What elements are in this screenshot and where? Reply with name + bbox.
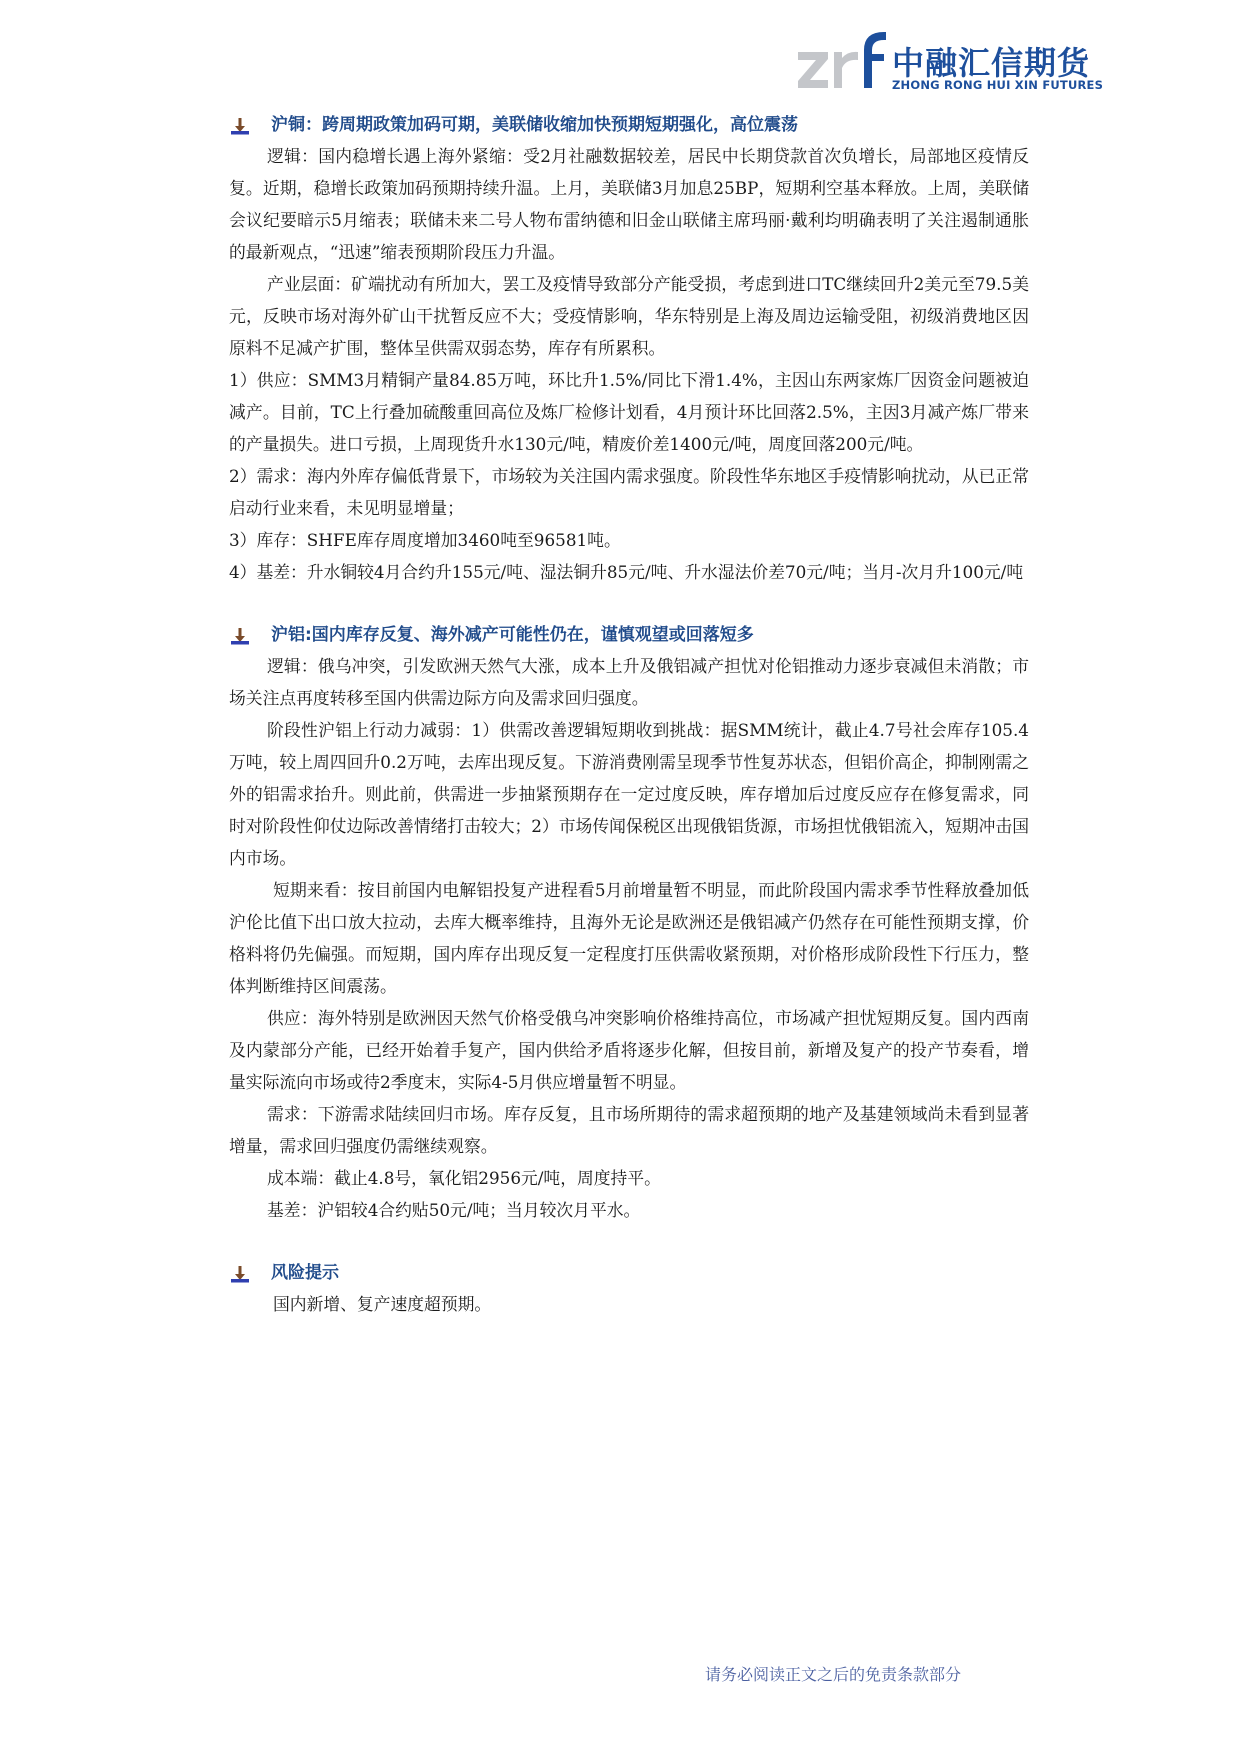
paragraph-short-term: 短期来看：按目前国内电解铝投复产进程看5月前增量暂不明显，而此阶段国内需求季节性释放叠加低沪伦比值下出口放大拉动，去库大概率维持，且海外无论是欧洲还是俄铝减产仍然存在可能性预期支撑，价格料将仍先偏强。而短期，国内库存出现反复一定程度打压供需收紧预期，对价格形成阶段性下行压力，整体判断维持区间震荡。: [229, 880, 1029, 996]
pin-bullet-icon: [231, 627, 249, 645]
paragraph-basis: 基差：沪铝较4合约贴50元/吨；当月较次月平水。: [267, 1200, 641, 1220]
section-heading: 沪铜：跨周期政策加码可期，美联储收缩加快预期短期强化，高位震荡: [229, 110, 1029, 140]
company-name-cn: 中融汇信期货: [892, 44, 1091, 82]
paragraph-risk: 国内新增、复产速度超预期。: [273, 1294, 492, 1314]
company-logo: [796, 26, 1104, 96]
section-risk: [229, 1258, 1029, 1320]
pin-bullet-icon: [231, 1265, 249, 1283]
report-body: [229, 110, 1029, 1352]
paragraph-demand: 2）需求：海内外库存偏低背景下，市场较为关注国内需求强度。阶段性华东地区手疫情影响扰动，从已正常启动行业来看，未见明显增量；: [229, 466, 1029, 518]
section-heading: 风险提示: [229, 1258, 1029, 1288]
company-name-en: ZHONG RONG HUI XIN FUTURES: [892, 78, 1104, 92]
section-aluminium: [229, 620, 1029, 1226]
pin-bullet-icon: [231, 117, 249, 135]
paragraph-logic: 逻辑：俄乌冲突，引发欧洲天然气大涨，成本上升及俄铝减产担忧对伦铝推动力逐步衰减但未消散；市场关注点再度转移至国内供需边际方向及需求回归强度。: [229, 656, 1029, 708]
paragraph-inventory: 3）库存：SHFE库存周度增加3460吨至96581吨。: [229, 530, 621, 550]
section-copper: [229, 110, 1029, 588]
paragraph-supply: 1）供应：SMM3月精铜产量84.85万吨，环比升1.5%/同比下滑1.4%，主因山东两家炼厂因资金问题被迫减产。目前，TC上行叠加硫酸重回高位及炼厂检修计划看，4月预计环比回落2.5%，主因3月减产炼厂带来的产量损失。进口亏损，上周现货升水130元/吨，精废价差1400元/吨，周度回落200元/吨。: [229, 370, 1029, 454]
section-heading: 沪铝:国内库存反复、海外减产可能性仍在，谨慎观望或回落短多: [229, 620, 1029, 650]
paragraph-demand: 需求：下游需求陆续回归市场。库存反复，且市场所期待的需求超预期的地产及基建领域尚未看到显著增量，需求回归强度仍需继续观察。: [229, 1104, 1029, 1156]
paragraph-cost: 成本端：截止4.8号，氧化铝2956元/吨，周度持平。: [267, 1168, 661, 1188]
paragraph-industry: 产业层面：矿端扰动有所加大，罢工及疫情导致部分产能受损，考虑到进口TC继续回升2美元至79.5美元，反映市场对海外矿山干扰暂反应不大；受疫情影响，华东特别是上海及周边运输受阻，初级消费地区因原料不足减产扩围，整体呈供需双弱态势，库存有所累积。: [229, 274, 1029, 358]
paragraph-supply: 供应：海外特别是欧洲因天然气价格受俄乌冲突影响价格维持高位，市场减产担忧短期反复。国内西南及内蒙部分产能，已经开始着手复产，国内供给矛盾将逐步化解，但按目前，新增及复产的投产节奏看，增量实际流向市场或待2季度末，实际4-5月供应增量暂不明显。: [229, 1008, 1029, 1092]
paragraph-drivers: 阶段性沪铝上行动力减弱：1）供需改善逻辑短期收到挑战：据SMM统计，截止4.7号社会库存105.4万吨，较上周四回升0.2万吨，去库出现反复。下游消费刚需呈现季节性复苏状态，但铝价高企，抑制刚需之外的铝需求抬升。则此前，供需进一步抽紧预期存在一定过度反映，库存增加后过度反应存在修复需求，同时对阶段性仰仗边际改善情绪打击较大；2）市场传闻保税区出现俄铝货源，市场担忧俄铝流入，短期冲击国内市场。: [229, 720, 1029, 868]
zrf-logo-mark-icon: [796, 28, 888, 92]
paragraph-logic: 逻辑：国内稳增长遇上海外紧缩：受2月社融数据较差，居民中长期贷款首次负增长，局部地区疫情反复。近期，稳增长政策加码预期持续升温。上月，美联储3月加息25BP，短期利空基本释放。上周，美联储会议纪要暗示5月缩表；联储未来二号人物布雷纳德和旧金山联储主席玛丽·戴利均明确表明了关注遏制通胀的最新观点，“迅速”缩表预期阶段压力升温。: [229, 146, 1029, 262]
disclaimer-footer: 请务必阅读正文之后的免责条款部分: [705, 1665, 962, 1684]
paragraph-basis: 4）基差：升水铜较4月合约升155元/吨、湿法铜升85元/吨、升水湿法价差70元/吨；当月-次月升100元/吨: [229, 562, 1024, 582]
